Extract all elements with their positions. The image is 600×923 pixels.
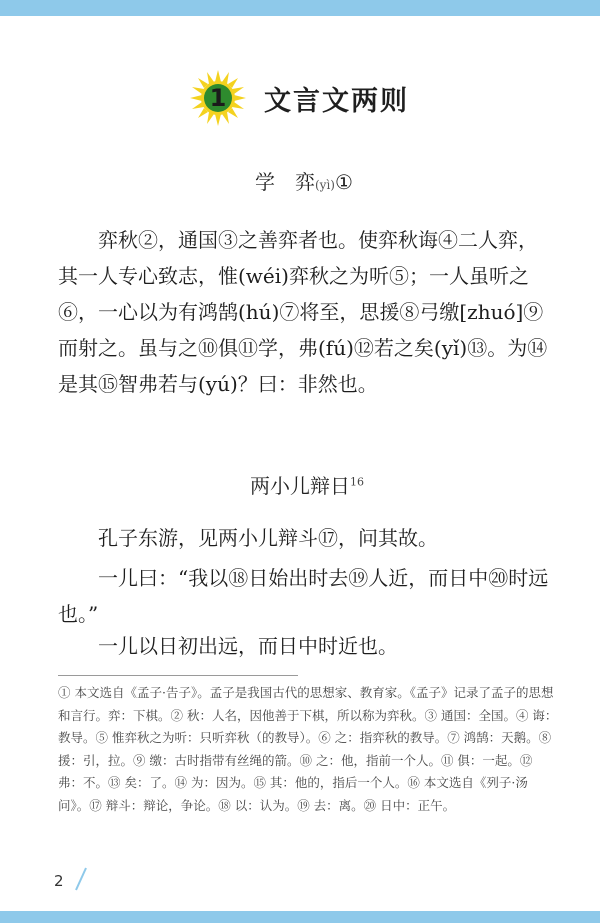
page-slash-decoration (72, 866, 90, 892)
section-title-text: 两小儿辩日 (250, 474, 350, 498)
section-title-liangxiaoer (250, 470, 364, 499)
story-paragraph-3: 一儿以日初出远，而日中时近也。 (98, 634, 398, 658)
section-title-xueyi (255, 166, 353, 195)
title-note-mark: ① (334, 170, 353, 194)
footnotes: ① 本文选自《孟子·告子》。孟子是我国古代的思想家、教育家。《孟子》记录了孟子的思想和言行。弈：下棋。② 秋：人名，因他善于下棋，所以称为弈秋。③ 通国：全国。④ 诲：教导。⑤ 惟弈秋之为听：只听弈秋（的教导）。⑥ 之：指弈秋的教导。⑦ 鸿鹄：天鹅。⑧ 援：引，拉。⑨ 缴：古时指带有丝绳的箭。⑩ 之：他，指前一个人。⑪ 俱：一起。⑫ 弗：不。⑬ 矣：了。⑭ 为：因为。⑮ 其：他的，指后一个人。⑯ 本文选自《列子·汤问》。⑰ 辩斗：辩论，争论。⑱ 以：认为。⑲ 去：离。⑳ 日中：正午。 (58, 685, 558, 813)
xueyi-body-paragraph: 弈秋②，通国③之善弈者也。使弈秋诲④二人弈，其一人专心致志，惟(wéi)弈秋之为听⑤；一人虽听之⑥，一心以为有鸿鹄(hú)⑦将至，思援⑧弓缴[zhuó]⑨而射之。虽与之⑩俱⑪学，弗(fú)⑫若之矣(yǐ)⑬。为⑭是其⑮智弗若与(yú)？曰：非然也。 (58, 228, 548, 396)
section-title-text: 学 弈 (255, 170, 315, 194)
story-paragraph-2: 一儿曰：“我以⑱日始出时去⑲人近，而日中⑳时远也。” (58, 566, 549, 626)
page-number: 2 (54, 872, 64, 890)
lesson-header (190, 70, 409, 126)
title-note-mark: 16 (350, 475, 364, 489)
lesson-number: 1 (209, 84, 227, 112)
title-pinyin: (yì) (315, 178, 335, 192)
top-color-band (0, 0, 600, 16)
story-paragraph-1: 孔子东游，见两小儿辩斗⑰，问其故。 (98, 526, 438, 550)
lesson-number-badge (190, 70, 246, 126)
bottom-color-band (0, 911, 600, 923)
footnote-divider (58, 675, 298, 676)
lesson-title: 文言文两则 (264, 85, 409, 117)
